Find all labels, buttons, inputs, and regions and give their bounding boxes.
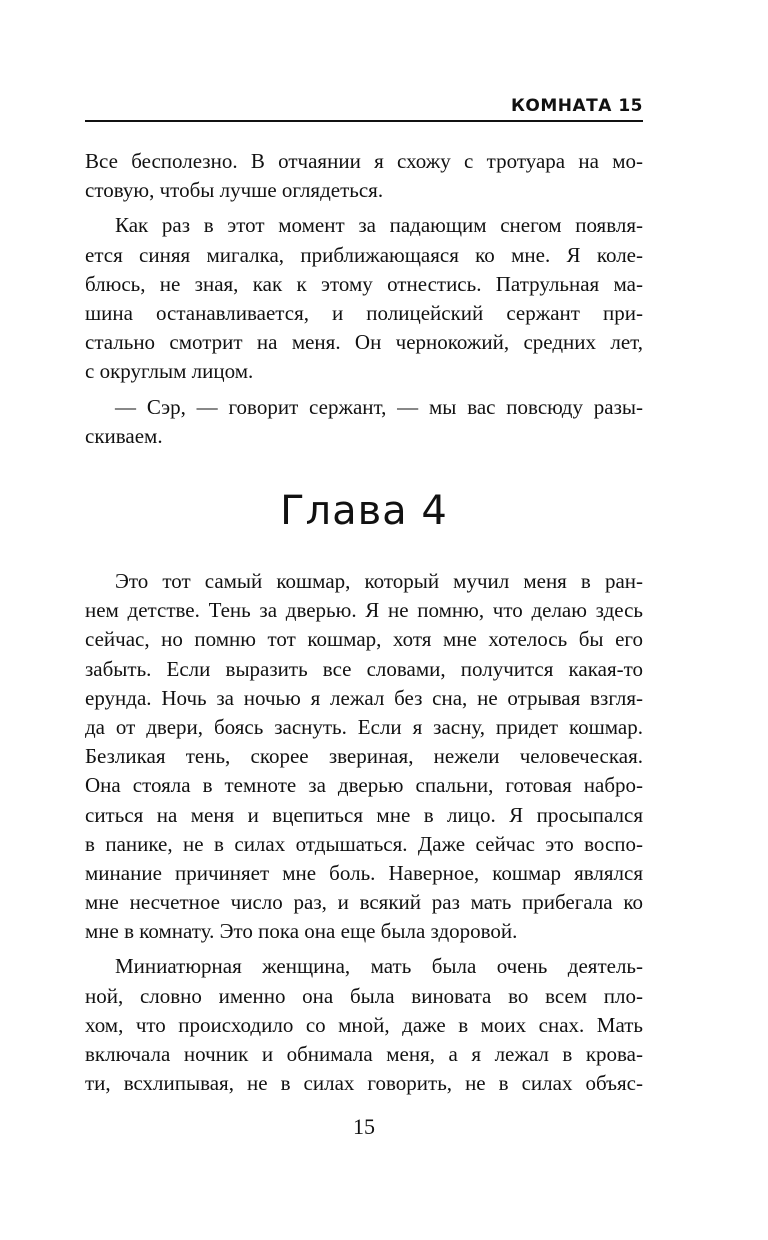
text-line: Это тот самый кошмар, который мучил меня в ран- [115,569,643,593]
paragraph [85,147,643,205]
text-line: минание причиняет мне боль. Наверное, кошмар являлся [85,860,643,885]
text-line: да от двери, боясь заснуть. Если я засну, придет кошмар. [85,714,643,739]
section-2-text [85,567,643,1098]
text-line: скиваем. [85,423,163,448]
page-number: 15 [353,1114,375,1139]
text-line: включала ночник и обнимала меня, а я лежал в крова- [85,1042,643,1066]
text-line: шина останавливается, и полицейский сержант при- [85,300,643,325]
section-1-text [85,147,643,451]
paragraph [85,952,643,1098]
text-line: стовую, чтобы лучше оглядеться. [85,178,384,203]
text-line: — Сэр, — говорит сержант, — мы вас повсюду разы- [115,394,643,419]
text-line: мне несчетное число раз, и всякий раз мать прибегала ко [85,890,643,915]
text-line: нем детстве. Тень за дверью. Я не помню, что делаю здесь [85,598,643,623]
text-line: с округлым лицом. [85,359,254,384]
chapter-title: Глава 4 [280,488,448,534]
text-line: блюсь, не зная, как к этому отнестись. Патрульная ма- [85,271,643,296]
text-line: ерунда. Ночь за ночью я лежал без сна, не отрывая взгля- [85,685,643,710]
text-line: сейчас, но помню тот кошмар, хотя мне хотелось бы его [85,627,643,652]
paragraph [85,393,643,451]
running-head-title: КОМНАТА 15 [511,96,643,116]
text-line: в панике, не в силах отдышаться. Даже сейчас это воспо- [85,831,643,856]
text-line: хом, что происходило со мной, даже в моих снах. Мать [85,1012,643,1037]
text-line: ситься на меня и вцепиться мне в лицо. Я просыпался [85,802,643,827]
text-line: ти, всхлипывая, не в силах говорить, не в силах объяс- [85,1071,643,1096]
text-line: Как раз в этот момент за падающим снегом появля- [115,213,643,238]
text-line: Безликая тень, скорее звериная, нежели человеческая. [85,744,643,769]
text-line: ной, словно именно она была виновата во всем пло- [85,983,643,1008]
paragraph [85,211,643,386]
text-line: Миниатюрная женщина, мать была очень деятель- [115,954,643,979]
text-line: стально смотрит на меня. Он чернокожий, средних лет, [85,330,643,355]
text-line: мне в комнату. Это пока она еще была здоровой. [85,919,518,944]
running-head [85,94,643,122]
paragraph [85,567,643,946]
text-line: забыть. Если выразить все словами, получится какая-то [85,656,643,681]
text-line: ется синяя мигалка, приближающаяся ко мне. Я коле- [85,242,643,267]
text-line: Все бесполезно. В отчаянии я схожу с тротуара на мо- [85,149,643,173]
text-line: Она стояла в темноте за дверью спальни, готовая набро- [85,773,643,798]
